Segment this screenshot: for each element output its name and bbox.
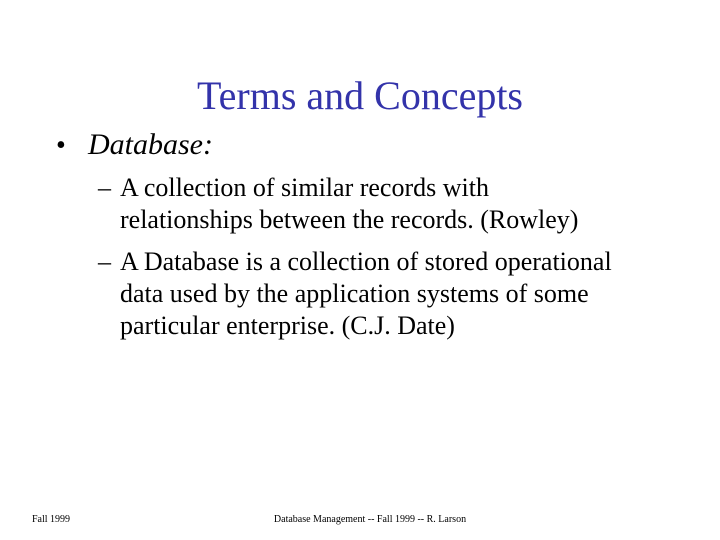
dash-marker: – (98, 247, 111, 276)
bullet-label: Database: (88, 128, 213, 161)
definition-line: particular enterprise. (C.J. Date) (120, 311, 455, 340)
definition-line: A collection of similar records with (120, 173, 489, 202)
definition-line: A Database is a collection of stored operational (120, 247, 612, 276)
definition-line: relationships between the records. (Rowley) (120, 205, 579, 234)
definition-rowley (98, 172, 678, 236)
definition-date (98, 246, 678, 342)
slide-title: Terms and Concepts (196, 73, 523, 118)
bullet-marker: • (56, 130, 66, 161)
bullet-item-database (56, 127, 213, 164)
footer-course: Database Management -- Fall 1999 -- R. Larson (273, 514, 467, 525)
dash-marker: – (98, 173, 111, 202)
definition-line: data used by the application systems of some (120, 279, 589, 308)
footer-date: Fall 1999 (32, 514, 71, 525)
